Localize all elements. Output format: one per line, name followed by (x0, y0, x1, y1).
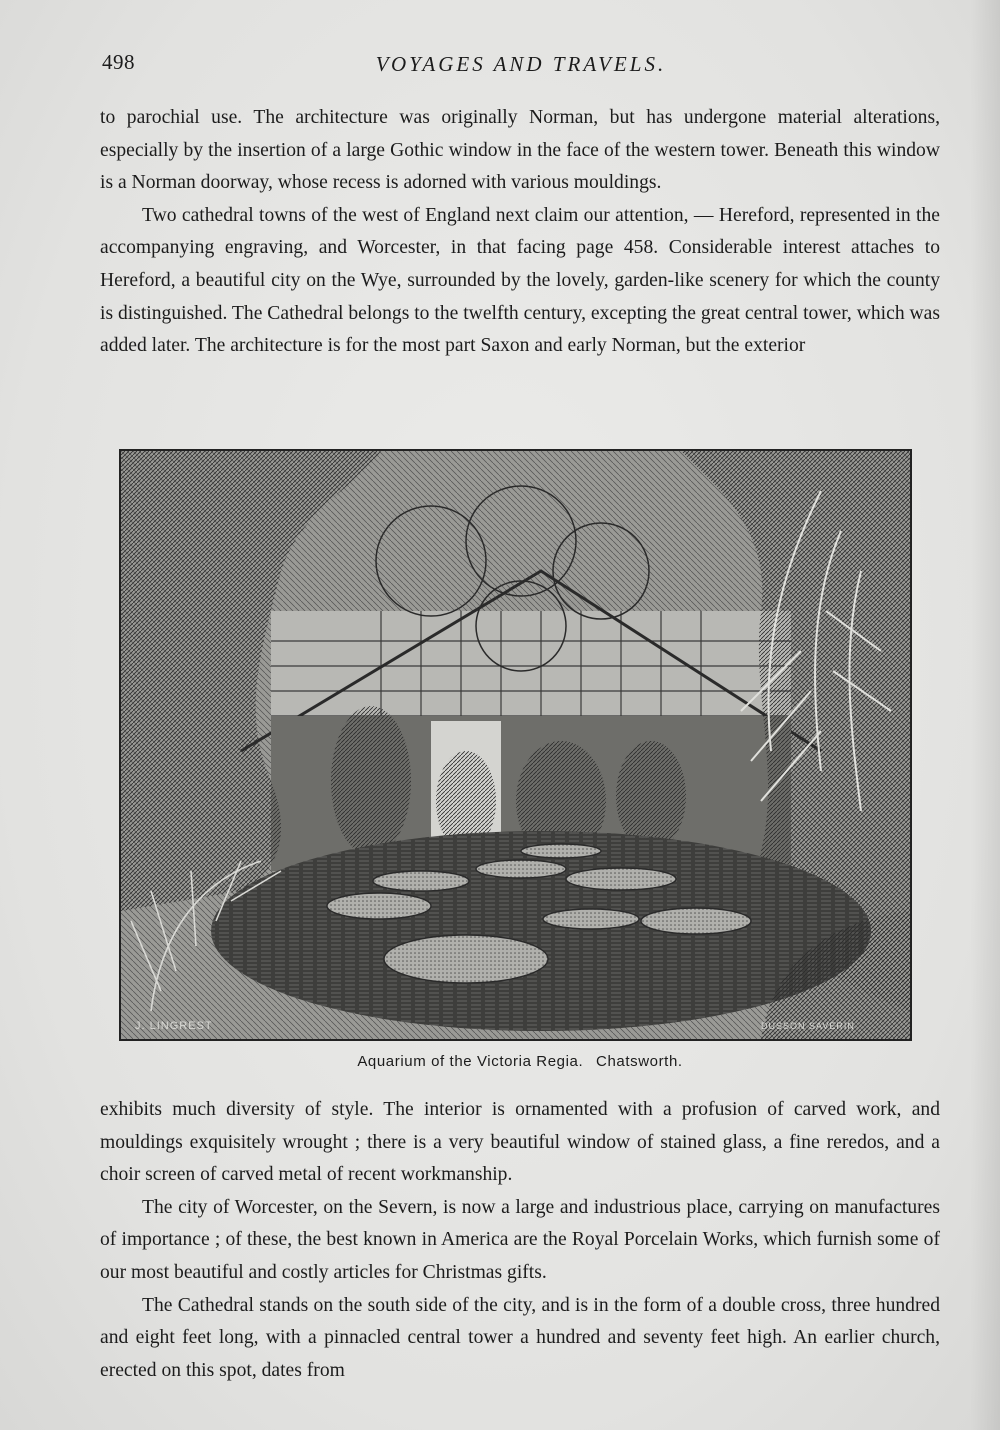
paragraph-continued: to parochial use. The architecture was originally Norman, but has undergone material alterations, especially by the insertion of a large Gothic window in the face of the western tower. Beneath this window is a Norman doorway, whose recess is adorned with various mouldings. (100, 107, 940, 194)
caption-title: Aquarium of the Victoria Regia. (357, 1053, 584, 1070)
engraver-signature-right: DUSSON SAVERIN (761, 1021, 855, 1031)
engraver-signature-left: J. LINGREST (135, 1020, 213, 1032)
running-head (102, 50, 940, 82)
page-edge-shadow (970, 0, 1000, 1430)
paragraph-worcester-cathedral: The Cathedral stands on the south side of the city, and is in the form of a double cross, three hundred and eight feet long, with a pinnacled central tower a hundred and seventy feet high. An earlier church, erected on this spot, dates from (100, 1294, 940, 1381)
running-title: VOYAGES AND TRAVELS. (375, 52, 667, 76)
paragraph-worcester: The city of Worcester, on the Severn, is now a large and industrious place, carrying on manufactures of importance ; of these, the best known in America are the Royal Porcelain Works, which furnish some of our most beautiful and costly articles for Christmas gifts. (100, 1196, 940, 1283)
figure-caption (100, 1053, 940, 1070)
text-block-bottom (100, 1094, 940, 1387)
text-block-top (100, 102, 940, 363)
caption-place: Chatsworth. (596, 1053, 683, 1070)
page-number: 498 (102, 50, 135, 74)
engraving-victoria-regia-aquarium (119, 449, 912, 1041)
paragraph-hereford-continued: exhibits much diversity of style. The interior is ornamented with a profusion of carved work, and mouldings exquisitely wrought ; there is a very beautiful window of stained glass, a fine reredos, and a choir screen of carved metal of recent workmanship. (100, 1099, 940, 1186)
paragraph-hereford: Two cathedral towns of the west of England next claim our attention, — Hereford, represented in the accompanying engraving, and Worcester, in that facing page 458. Considerable interest attaches to Hereford, a beautiful city on the Wye, surrounded by the lovely, garden-like scenery for which the county is distinguished. The Cathedral belongs to the twelfth century, excepting the great central tower, which was added later. The architecture is for the most part Saxon and early Norman, but the exterior (100, 204, 940, 357)
